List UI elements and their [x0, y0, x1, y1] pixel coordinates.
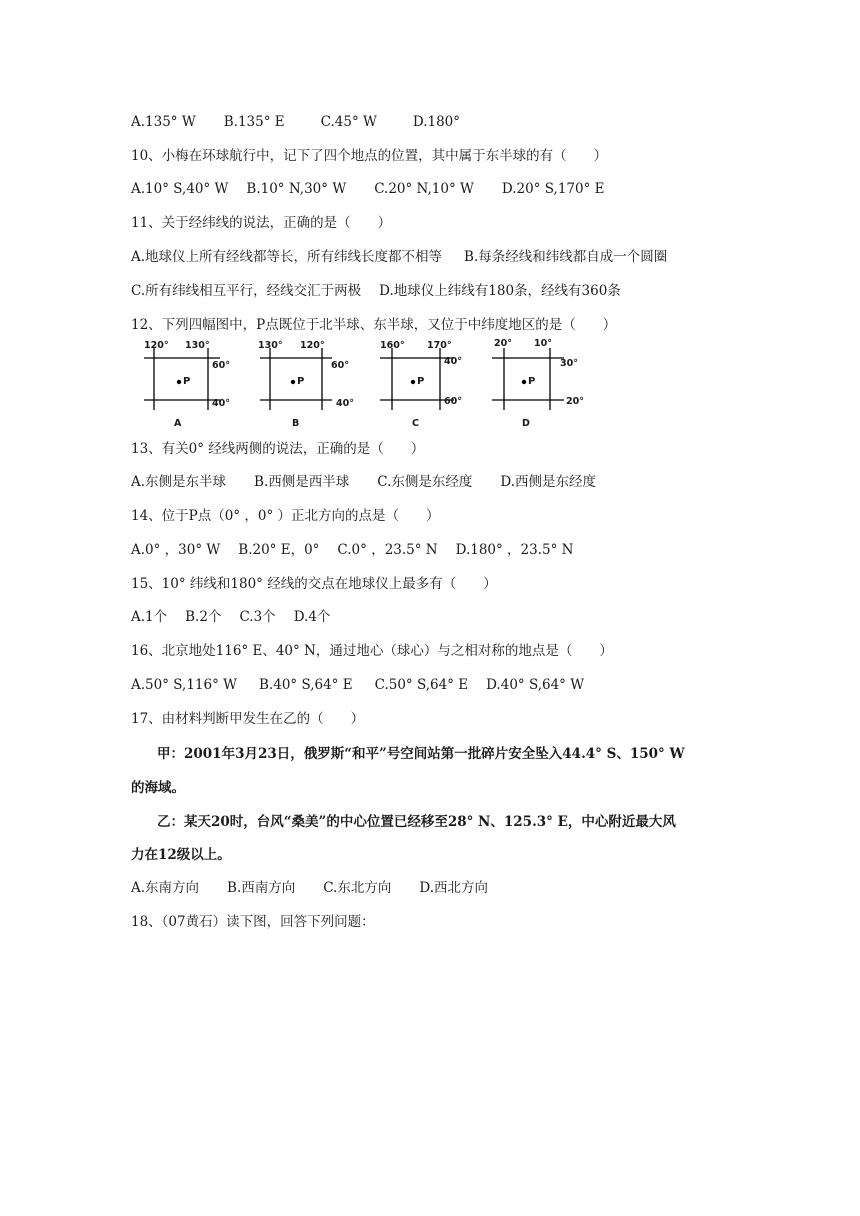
grid-graphic	[256, 336, 366, 436]
q11-stem: 11、关于经纬线的说法，正确的是（ ）	[131, 215, 392, 231]
q13-options	[131, 472, 596, 492]
q17-material-jia-line1: 甲：2001年3月23日，俄罗斯“和平”号空间站第一批碎片安全坠入44.4° S、150° W	[157, 746, 685, 762]
q15-options	[131, 607, 330, 627]
q16-stem: 16、北京地处116° E、40° N，通过地心（球心）与之相对称的地点是（ ）	[131, 643, 613, 659]
lat-bottom-label: 20°	[566, 396, 584, 407]
lon-right-label: 130°	[185, 340, 210, 351]
q9-option-d: D.180°	[412, 114, 461, 130]
lon-left-label: 130°	[258, 340, 283, 351]
q10-stem: 10、小梅在环球航行中，记下了四个地点的位置，其中属于东半球的有（ ）	[131, 148, 608, 164]
q13-stem: 13、有关0° 经线两侧的说法，正确的是（ ）	[131, 441, 425, 457]
q14-option-c: C.0° ，23.5° N	[337, 542, 438, 558]
lon-right-label: 10°	[534, 338, 552, 349]
q14-option-b: B.20° E，0°	[238, 542, 320, 558]
q13-option-c: C.东侧是东经度	[377, 474, 473, 490]
q14-option-a: A.0° ，30° W	[131, 542, 221, 558]
q12-stem: 12、下列四幅图中，P点既位于北半球、东半球，又位于中纬度地区的是（ ）	[131, 317, 617, 333]
q11-option-b: B.每条经线和纬线都自成一个圆圈	[464, 249, 668, 265]
q15-option-d: D.4个	[293, 609, 331, 625]
q14-options	[131, 540, 573, 560]
q15-option-b: B.2个	[185, 609, 222, 625]
lon-left-label: 120°	[144, 340, 169, 351]
q17-material-yi-line1: 乙：某天20时，台风“桑美”的中心位置已经移至28° N、125.3° E，中心附近最大风	[157, 814, 676, 830]
q13-option-b: B.西侧是西半球	[254, 474, 350, 490]
grid-graphic	[376, 336, 486, 436]
q17-stem: 17、由材料判断甲发生在乙的（ ）	[131, 711, 365, 727]
lat-bottom-label: 40°	[336, 398, 354, 409]
figure-letter: B	[292, 418, 300, 429]
q15-option-a: A.1个	[131, 609, 168, 625]
lat-top-label: 60°	[331, 360, 349, 371]
q15-option-c: C.3个	[239, 609, 276, 625]
q11-options-row2	[131, 281, 621, 301]
lon-left-label: 160°	[380, 340, 405, 351]
q9-option-c: C.45° W	[320, 114, 377, 130]
point-p-label: P	[183, 376, 191, 387]
point-p-label: P	[417, 376, 425, 387]
q13-option-a: A.东侧是东半球	[131, 474, 227, 490]
q10-options	[131, 179, 604, 199]
point-p-label: P	[528, 376, 536, 387]
grid-graphic	[488, 336, 598, 436]
lat-bottom-label: 40°	[212, 398, 230, 409]
q13-option-d: D.西侧是东经度	[500, 474, 597, 490]
q12-figures	[138, 336, 598, 436]
q10-option-c: C.20° N,10° W	[374, 181, 474, 197]
grid-graphic	[138, 336, 248, 436]
q9-options	[131, 112, 460, 132]
q9-option-a: A.135° W	[131, 114, 196, 130]
point-p-label: P	[297, 376, 305, 387]
q14-stem: 14、位于P点（0° ，0° ）正北方向的点是（ ）	[131, 508, 440, 524]
q10-option-b: B.10° N,30° W	[246, 181, 347, 197]
q12-figure-c	[376, 336, 486, 436]
q16-options	[131, 675, 584, 695]
q18-stem: 18、（07黄石）读下图，回答下列问题：	[131, 914, 375, 930]
lon-left-label: 20°	[494, 338, 512, 349]
q11-option-a: A.地球仪上所有经线都等长，所有纬线长度都不相等	[131, 249, 443, 265]
q17-options	[131, 878, 488, 898]
q17-option-a: A.东南方向	[131, 880, 200, 896]
q16-option-d: D.40° S,64° W	[486, 677, 585, 693]
q12-figure-a	[138, 336, 248, 436]
q17-material-yi-line2: 力在12级以上。	[131, 847, 231, 863]
lat-top-label: 30°	[560, 358, 578, 369]
q17-option-c: C.东北方向	[323, 880, 392, 896]
lat-top-label: 40°	[444, 356, 462, 367]
q14-option-d: D.180° ，23.5° N	[455, 542, 574, 558]
figure-letter: C	[412, 418, 419, 429]
q12-figure-b	[256, 336, 366, 436]
lon-right-label: 170°	[427, 340, 452, 351]
figure-letter: D	[522, 418, 530, 429]
lon-right-label: 120°	[300, 340, 325, 351]
lat-top-label: 60°	[212, 360, 230, 371]
q9-option-b: B.135° E	[223, 114, 285, 130]
q16-option-c: C.50° S,64° E	[374, 677, 469, 693]
q17-material-jia-line2: 的海域。	[131, 780, 185, 796]
q11-option-d: D.地球仪上纬线有180条，经线有360条	[379, 283, 621, 299]
q17-option-b: B.西南方向	[227, 880, 296, 896]
q17-option-d: D.西北方向	[419, 880, 489, 896]
q12-figure-d	[488, 336, 598, 436]
q16-option-a: A.50° S,116° W	[131, 677, 238, 693]
q16-option-b: B.40° S,64° E	[259, 677, 353, 693]
q11-option-c: C.所有纬线相互平行，经线交汇于两极	[131, 283, 362, 299]
q11-options-row1	[131, 247, 667, 267]
q15-stem: 15、10° 纬线和180° 经线的交点在地球仪上最多有（ ）	[131, 576, 497, 592]
q10-option-d: D.20° S,170° E	[501, 181, 605, 197]
lat-bottom-label: 60°	[444, 396, 462, 407]
q10-option-a: A.10° S,40° W	[131, 181, 229, 197]
figure-letter: A	[174, 418, 182, 429]
